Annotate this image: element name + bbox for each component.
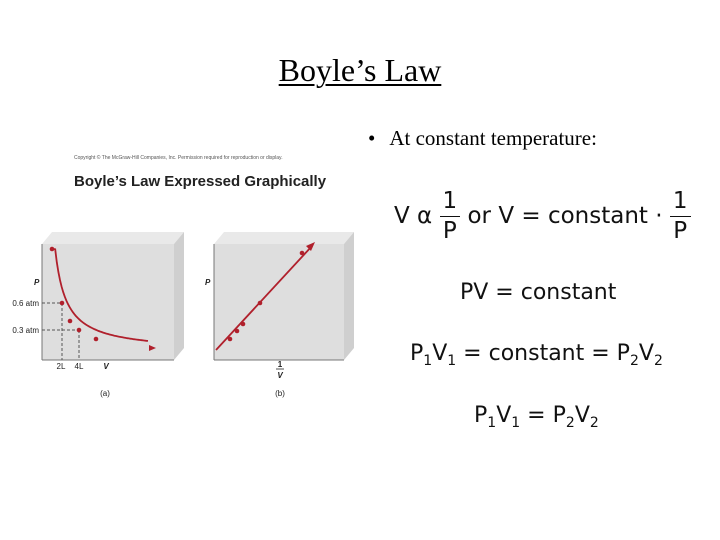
figure-copyright: Copyright © The McGraw-Hill Companies, Inc. Permission required for reproduction or display. (74, 155, 283, 161)
equation-p1v1-p2v2: $P_1V_1 = P_2V_2$ (474, 403, 599, 431)
eq1-fraction-1: $\frac{1}{P}$ (440, 190, 461, 243)
panel-a-x-label: V (103, 362, 109, 371)
equation-proportionality (394, 190, 691, 243)
equation-pv-constant: PV = constant (460, 280, 617, 305)
panel-b-point-2 (235, 329, 240, 334)
panel-b-point-4 (258, 301, 263, 306)
eq1-middle: or V = constant · (467, 203, 663, 229)
panel-b-x-label-num: 1 (277, 360, 283, 369)
panel-b-point-1 (228, 337, 233, 342)
panel-a-xtick-4L: 4L (74, 362, 84, 371)
eq1-lhs: V α (394, 203, 433, 229)
panel-a-point-1 (50, 247, 55, 252)
panel-a-side-face (174, 232, 184, 360)
panel-b-face (214, 244, 344, 360)
panel-a-point-5 (94, 337, 99, 342)
bullet-text: At constant temperature: (389, 126, 597, 150)
bullet-dot-icon: • (368, 126, 376, 150)
panel-a (12, 232, 184, 398)
panel-a-point-4 (77, 328, 82, 333)
figure-heading: Boyle’s Law Expressed Graphically (74, 173, 327, 190)
panel-b-caption: (b) (275, 389, 285, 398)
panel-a-ytick-0.3: 0.3 atm (12, 326, 39, 335)
panel-b (205, 232, 354, 398)
panel-a-top-face (42, 232, 184, 244)
slide-title: Boyle’s Law (278, 52, 442, 88)
eq1-fraction-2: $\frac{1}{P}$ (670, 190, 691, 243)
panel-a-ytick-0.6: 0.6 atm (12, 299, 39, 308)
panel-b-y-label: P (205, 278, 211, 287)
panel-b-x-label-den: V (277, 371, 283, 380)
panel-a-xtick-2L: 2L (56, 362, 66, 371)
panel-a-point-2 (60, 301, 65, 306)
panel-a-caption: (a) (100, 389, 110, 398)
panel-b-top-face (214, 232, 354, 244)
panel-b-point-5 (300, 251, 305, 256)
equation-p1v1-constant-p2v2: $P_1V_1$ = constant = $P_2V_2$ (410, 341, 663, 369)
panel-b-side-face (344, 232, 354, 360)
panel-a-y-label: P (34, 278, 40, 287)
panel-a-point-3 (68, 319, 73, 324)
panel-b-point-3 (241, 322, 246, 327)
